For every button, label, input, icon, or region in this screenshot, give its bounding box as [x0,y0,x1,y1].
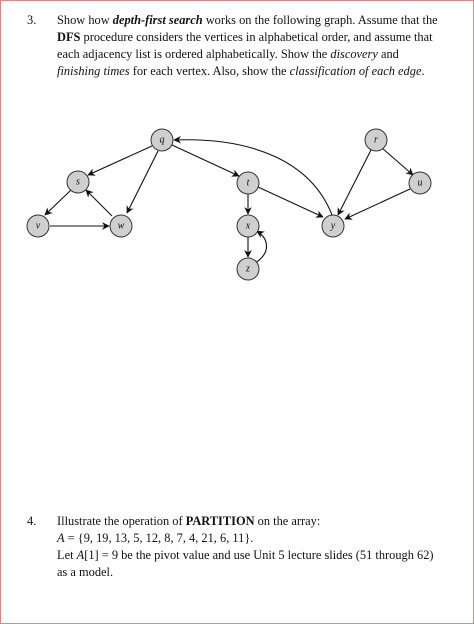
vertex-y [322,215,344,237]
edge-q-t [172,145,239,176]
svg-text:w: w [117,220,125,232]
svg-text:u: u [417,177,423,189]
vertex-x [237,215,259,237]
problem-4-line-3: Let A[1] = 9 be the pivot value and use Unit 5 lecture slides (51 through 62) [57,548,434,562]
problem-3-line-3: each adjacency list is ordered alphabetically. Show the discovery and [57,47,399,61]
svg-text:z: z [246,263,250,275]
edge-r-y [338,150,371,215]
edge-z-x [255,231,267,263]
dfs-graph-diagram [1,1,473,301]
edge-t-y [258,187,323,217]
vertex-z [237,258,259,280]
emphasis-dfs: DFS [57,30,81,44]
svg-text:v: v [35,220,41,232]
edge-u-y [345,189,410,219]
svg-text:s: s [76,176,80,188]
emphasis-classification: classification of each edge [289,64,422,78]
emphasis-discovery: discovery [330,47,378,61]
problem-3-line-4: finishing times for each vertex. Also, show the classification of each edge. [57,64,425,78]
vertex-v [27,215,49,237]
vertex-w [110,215,132,237]
vertex-r [365,129,387,151]
emphasis-partition: PARTITION [185,514,255,528]
problem-4-line-2 [57,530,462,547]
svg-text:t: t [246,177,250,189]
svg-text:q: q [159,134,165,146]
problem-4-line-4: as a model. [57,565,114,579]
svg-text:r: r [374,134,378,146]
problem-4-line-1: Illustrate the operation of PARTITION on the array: [57,514,321,528]
emphasis-depth-first-search: depth-first search [112,13,203,27]
problem-3-line-2: DFS procedure considers the vertices in alphabetical order, and assume that [57,30,433,44]
vertex-u [409,172,431,194]
array-values: = {9, 19, 13, 5, 12, 8, 7, 4, 21, 6, 11}. [64,531,254,545]
edge-q-s [88,146,152,175]
vertex-s [67,171,89,193]
edge-w-s [86,190,112,216]
svg-text:x: x [245,220,251,232]
vertex-q [151,129,173,151]
svg-text:y: y [330,220,336,232]
array-name: A [57,531,65,545]
edge-s-v [45,190,71,215]
problem-3-number: 3. [27,13,37,27]
problem-4-number: 4. [27,514,37,528]
problem-3-line-1: Show how depth-first search works on the following graph. Assume that the [57,13,438,27]
vertex-t [237,172,259,194]
emphasis-finishing-times: finishing times [57,64,130,78]
problem-4-text [57,513,462,581]
edge-q-w [127,151,158,213]
edge-r-u [382,148,413,175]
